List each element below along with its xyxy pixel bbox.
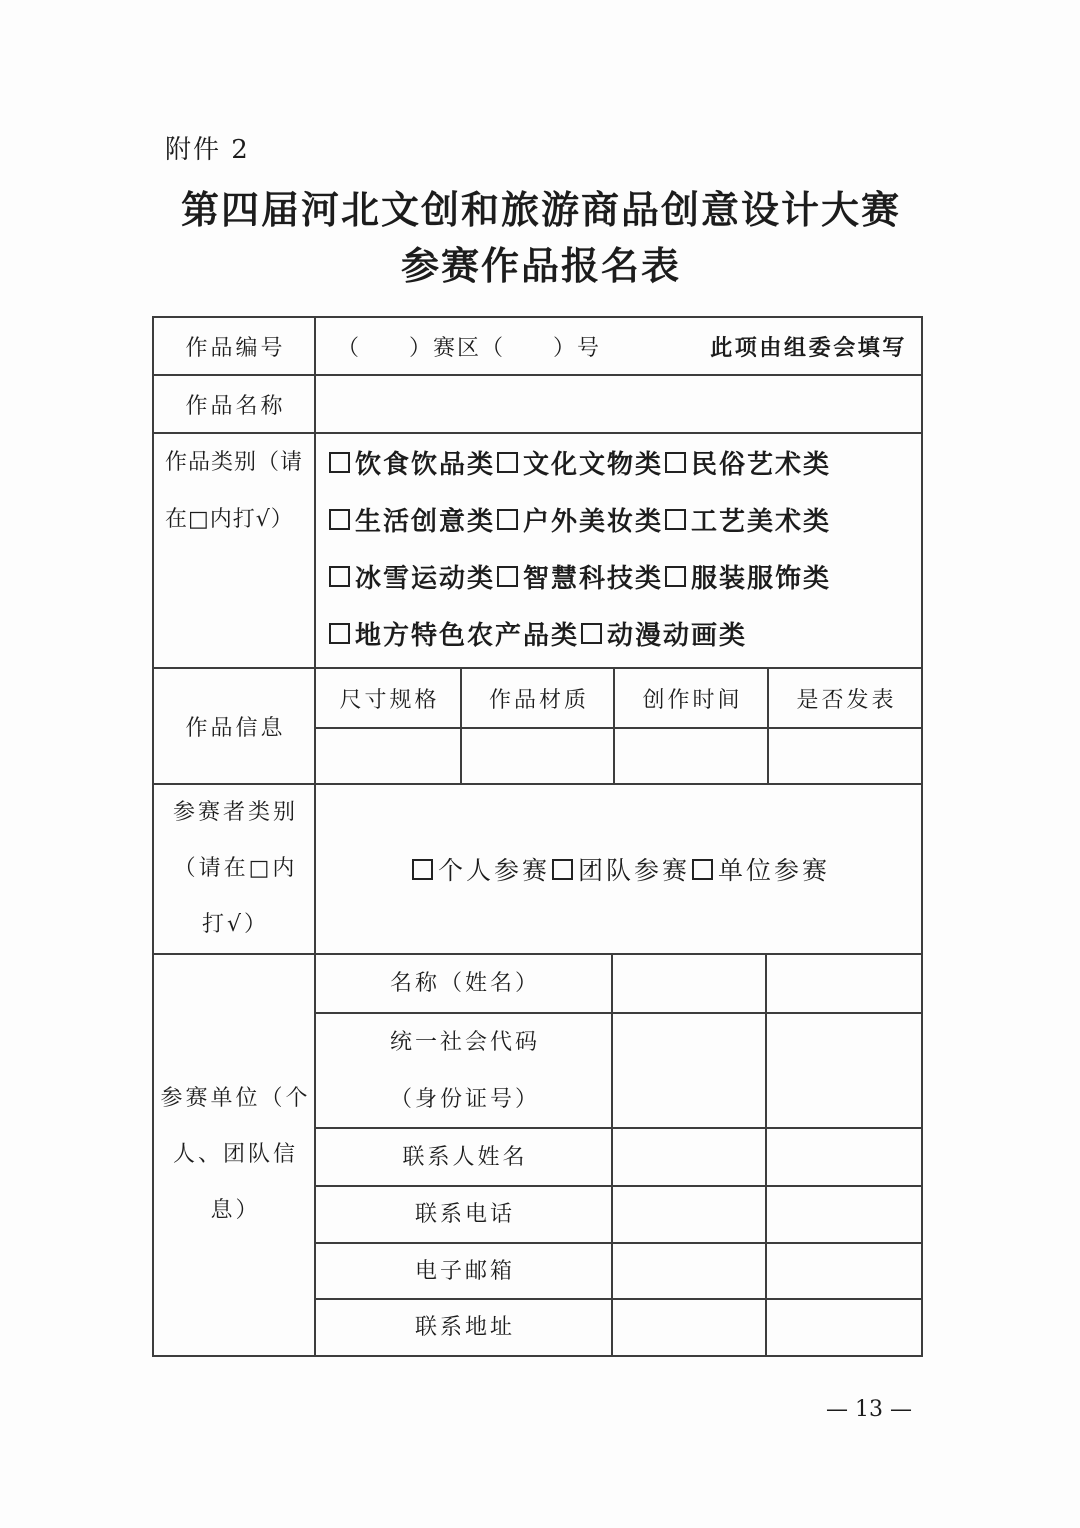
work-name-label: 作品名称 [185, 393, 286, 419]
work-number-field [316, 318, 923, 376]
form-title-line-1: 第四届河北文创和旅游商品创意设计大赛 [180, 188, 901, 232]
category-option[interactable] [495, 444, 663, 481]
work-published-input[interactable] [769, 729, 923, 785]
category-option-label: 文化文物类 [523, 450, 664, 480]
category-option-label: 动漫动画类 [607, 621, 748, 651]
checkbox[interactable] [329, 509, 350, 530]
category-option-label: 冰雪运动类 [355, 564, 496, 594]
category-label-cell [154, 434, 316, 669]
category-option[interactable] [579, 615, 747, 652]
participant-option-individual[interactable] [410, 851, 550, 887]
category-option[interactable] [495, 558, 663, 595]
checkbox[interactable] [497, 566, 518, 587]
work-created-time-input[interactable] [615, 729, 769, 785]
checkbox[interactable] [552, 859, 573, 880]
participant-type-label-line-2: （请在□内 [173, 856, 298, 881]
organizer-fill-note: 此项由组委会填写 [710, 334, 907, 361]
entrant-email-input-1[interactable] [613, 1244, 767, 1300]
work-info-header-published [769, 669, 923, 729]
column-header: 作品材质 [488, 687, 589, 713]
work-number-format: （ ）赛区（ ）号 [337, 335, 602, 361]
participant-type-options-cell [316, 785, 923, 955]
work-number-label: 作品编号 [185, 335, 286, 361]
category-option[interactable] [663, 444, 831, 481]
entrant-label-line-2: 人、团队信 [172, 1142, 298, 1167]
entrant-contact-person-input-2[interactable] [767, 1129, 923, 1187]
entrant-name-input-2[interactable] [767, 955, 923, 1014]
category-label-line-2: 在□内打√） [165, 507, 294, 532]
registration-form-table [152, 316, 923, 1357]
field-label-line: 电子邮箱 [414, 1258, 515, 1284]
entrant-label-line-1: 参赛单位（个 [160, 1086, 311, 1111]
entrant-field-label-phone [316, 1187, 613, 1244]
participant-type-label-line-1: 参赛者类别 [172, 800, 298, 825]
participant-type-label-line-3: 打√） [201, 912, 270, 937]
category-option-label: 智慧科技类 [523, 564, 664, 594]
checkbox[interactable] [665, 566, 686, 587]
entrant-field-label-name [316, 955, 613, 1014]
participant-option-label: 个人参赛 [437, 856, 550, 885]
entrant-contact-person-input-1[interactable] [613, 1129, 767, 1187]
category-option-label: 工艺美术类 [691, 507, 832, 537]
category-option-label: 地方特色农产品类 [355, 621, 580, 651]
column-header: 创作时间 [642, 687, 743, 713]
category-option[interactable] [327, 558, 495, 595]
form-title-line-2: 参赛作品报名表 [400, 244, 681, 288]
entrant-address-input-1[interactable] [613, 1300, 767, 1357]
work-info-label: 作品信息 [185, 715, 286, 741]
participant-type-label-cell [154, 785, 316, 955]
checkbox[interactable] [329, 566, 350, 587]
participant-option-team[interactable] [550, 851, 690, 887]
participant-option-row [410, 841, 830, 898]
entrant-label-line-3: 息） [210, 1198, 261, 1223]
checkbox[interactable] [329, 452, 350, 473]
field-label-line: 名称（姓名） [389, 971, 540, 996]
category-option[interactable] [327, 615, 579, 652]
category-options-cell [316, 434, 923, 669]
participant-option-label: 单位参赛 [718, 856, 831, 885]
category-option[interactable] [327, 501, 495, 538]
entrant-field-label-credit-code [316, 1014, 613, 1129]
entrant-credit-code-input-2[interactable] [767, 1014, 923, 1129]
work-info-header-created [615, 669, 769, 729]
work-size-input[interactable] [316, 729, 462, 785]
entrant-field-label-address [316, 1300, 613, 1357]
checkbox[interactable] [665, 452, 686, 473]
attachment-label: 附件 2 [165, 135, 250, 165]
work-number-label-cell [154, 318, 316, 376]
entrant-label-cell [154, 955, 316, 1357]
work-info-header-material [462, 669, 615, 729]
category-option-row [327, 491, 921, 548]
category-option-label: 民俗艺术类 [691, 450, 832, 480]
work-name-input[interactable] [316, 376, 923, 434]
field-label-line: 联系人姓名 [402, 1144, 528, 1170]
category-option-label: 服装服饰类 [691, 564, 832, 594]
participant-option-organization[interactable] [690, 851, 830, 887]
checkbox[interactable] [497, 509, 518, 530]
entrant-name-input-1[interactable] [613, 955, 767, 1014]
work-name-label-cell [154, 376, 316, 434]
category-option-label: 生活创意类 [355, 507, 496, 537]
field-label-line: 联系电话 [414, 1202, 515, 1227]
participant-option-label: 团队参赛 [577, 856, 690, 885]
checkbox[interactable] [692, 859, 713, 880]
field-label-line: 联系地址 [414, 1315, 515, 1340]
work-info-label-cell [154, 669, 316, 785]
entrant-field-label-contact-person [316, 1129, 613, 1187]
category-option[interactable] [663, 558, 831, 595]
category-option[interactable] [663, 501, 831, 538]
checkbox[interactable] [412, 859, 433, 880]
category-option[interactable] [495, 501, 663, 538]
category-option-label: 户外美妆类 [523, 507, 664, 537]
category-option-row [327, 548, 921, 605]
page-number: — 13 — [826, 1397, 912, 1422]
category-option-label: 饮食饮品类 [355, 450, 496, 480]
entrant-address-input-2[interactable] [767, 1300, 923, 1357]
work-info-header-size [316, 669, 462, 729]
entrant-phone-input-2[interactable] [767, 1187, 923, 1244]
entrant-field-label-email [316, 1244, 613, 1300]
field-label-line: 统一社会代码 [389, 1029, 540, 1055]
category-label-line-1: 作品类别（请 [165, 450, 304, 475]
entrant-credit-code-input-1[interactable] [613, 1014, 767, 1129]
category-option-row [327, 605, 921, 662]
category-option[interactable] [327, 444, 495, 481]
entrant-phone-input-1[interactable] [613, 1187, 767, 1244]
checkbox[interactable] [665, 509, 686, 530]
entrant-email-input-2[interactable] [767, 1244, 923, 1300]
checkbox[interactable] [497, 452, 518, 473]
column-header: 尺寸规格 [339, 687, 440, 713]
work-material-input[interactable] [462, 729, 615, 785]
column-header: 是否发表 [796, 687, 897, 713]
checkbox[interactable] [329, 623, 350, 644]
category-option-row [327, 434, 921, 491]
checkbox[interactable] [581, 623, 602, 644]
field-label-line: （身份证号） [389, 1086, 540, 1112]
